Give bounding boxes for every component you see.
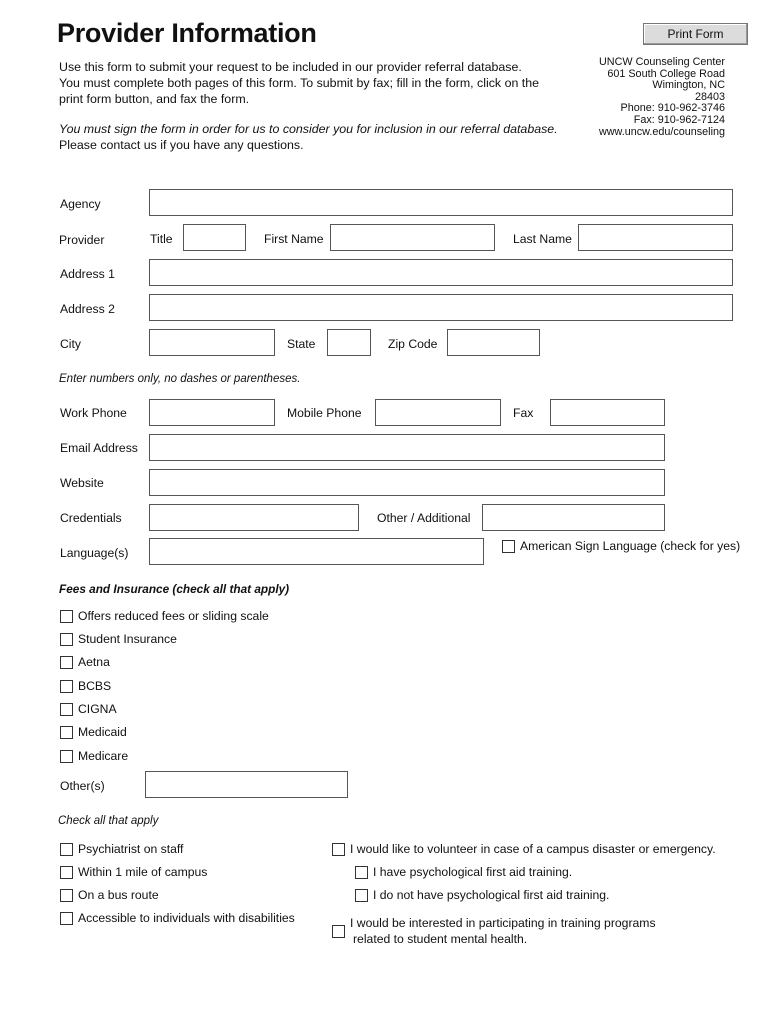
contact-street: 601 South College Road [607, 67, 725, 80]
first-name-label: First Name [264, 232, 324, 246]
website-label: Website [60, 476, 104, 490]
bus-route-label: On a bus route [78, 888, 159, 902]
psychiatrist-checkbox[interactable] [60, 843, 73, 856]
within-mile-label: Within 1 mile of campus [78, 865, 208, 879]
intro-line-2: You must complete both pages of this form. To submit by fax; fill in the form, click on the [59, 76, 540, 90]
intro-line-3: print form button, and fax the form. [59, 92, 250, 106]
last-name-label: Last Name [513, 232, 572, 246]
psychiatrist-label: Psychiatrist on staff [78, 842, 184, 856]
fee-checkbox-medicare[interactable] [60, 750, 73, 763]
last-name-input[interactable] [578, 224, 733, 251]
mobile-phone-input[interactable] [375, 399, 501, 426]
others-input[interactable] [145, 771, 348, 798]
title-input[interactable] [183, 224, 246, 251]
contact-zip: 28403 [694, 90, 725, 103]
fee-label-aetna: Aetna [78, 655, 110, 669]
fee-checkbox-aetna[interactable] [60, 656, 73, 669]
fee-label-student: Student Insurance [78, 632, 177, 646]
work-phone-label: Work Phone [60, 406, 127, 420]
contact-phone: Phone: 910-962-3746 [620, 102, 725, 115]
state-label: State [287, 337, 316, 351]
title-label: Title [150, 232, 173, 246]
email-input[interactable] [149, 434, 665, 461]
credentials-input[interactable] [149, 504, 359, 531]
address2-input[interactable] [149, 294, 733, 321]
other-additional-input[interactable] [482, 504, 665, 531]
contact-note: Please contact us if you have any questions. [59, 138, 304, 152]
languages-label: Language(s) [60, 546, 129, 560]
asl-checkbox[interactable] [502, 540, 515, 553]
first-name-input[interactable] [330, 224, 495, 251]
no-training-checkbox[interactable] [355, 889, 368, 902]
volunteer-label: I would like to volunteer in case of a campus disaster or emergency. [350, 842, 716, 856]
fee-checkbox-student[interactable] [60, 633, 73, 646]
fee-checkbox-bcbs[interactable] [60, 680, 73, 693]
fax-input[interactable] [550, 399, 665, 426]
accessible-checkbox[interactable] [60, 912, 73, 925]
have-training-checkbox[interactable] [355, 866, 368, 879]
fee-checkbox-cigna[interactable] [60, 703, 73, 716]
other-additional-label: Other / Additional [377, 511, 471, 525]
fee-label-bcbs: BCBS [78, 679, 112, 693]
have-training-label: I have psychological first aid training. [373, 865, 573, 879]
fees-heading: Fees and Insurance (check all that apply) [59, 582, 290, 596]
bus-route-checkbox[interactable] [60, 889, 73, 902]
accessible-label: Accessible to individuals with disabilities [78, 911, 295, 925]
zip-label: Zip Code [388, 337, 438, 351]
volunteer-checkbox[interactable] [332, 843, 345, 856]
credentials-label: Credentials [60, 511, 122, 525]
city-label: City [60, 337, 81, 351]
contact-name: UNCW Counseling Center [598, 56, 725, 68]
provider-label: Provider [59, 233, 105, 247]
intro-line-1: Use this form to submit your request to be included in our provider referral database. [59, 60, 522, 74]
asl-label: American Sign Language (check for yes) [520, 539, 741, 553]
within-mile-checkbox[interactable] [60, 866, 73, 879]
contact-web: www.uncw.edu/counseling [598, 125, 725, 138]
city-input[interactable] [149, 329, 275, 356]
address1-label: Address 1 [60, 267, 115, 281]
fax-label: Fax [513, 406, 534, 420]
fee-label-medicare: Medicare [78, 749, 129, 763]
fee-label-sliding: Offers reduced fees or sliding scale [78, 609, 269, 623]
languages-input[interactable] [149, 538, 484, 565]
training-interest-line1: I would be interested in participating in training programs [350, 916, 656, 930]
contact-fax: Fax: 910-962-7124 [633, 113, 725, 126]
numbers-note: Enter numbers only, no dashes or parentheses. [59, 373, 301, 385]
email-label: Email Address [60, 441, 138, 455]
agency-input[interactable] [149, 189, 733, 216]
page-title: Provider Information [57, 18, 317, 48]
check-heading: Check all that apply [58, 815, 159, 827]
others-label: Other(s) [60, 779, 105, 793]
address1-input[interactable] [149, 259, 733, 286]
work-phone-input[interactable] [149, 399, 275, 426]
address2-label: Address 2 [60, 302, 115, 316]
zip-input[interactable] [447, 329, 540, 356]
sign-note: You must sign the form in order for us to consider you for inclusion in our referral database. [59, 122, 558, 136]
no-training-label: I do not have psychological first aid training. [373, 888, 610, 902]
website-input[interactable] [149, 469, 665, 496]
fee-label-cigna: CIGNA [78, 702, 117, 716]
training-interest-checkbox[interactable] [332, 925, 345, 938]
fee-label-medicaid: Medicaid [78, 725, 127, 739]
state-input[interactable] [327, 329, 371, 356]
agency-label: Agency [60, 197, 101, 211]
contact-block [525, 57, 725, 138]
fee-checkbox-medicaid[interactable] [60, 726, 73, 739]
training-interest-line2: related to student mental health. [353, 932, 528, 946]
contact-city: Wimington, NC [652, 79, 725, 92]
fee-checkbox-sliding[interactable] [60, 610, 73, 623]
mobile-phone-label: Mobile Phone [287, 406, 362, 420]
print-form-button[interactable]: Print Form [643, 23, 748, 45]
